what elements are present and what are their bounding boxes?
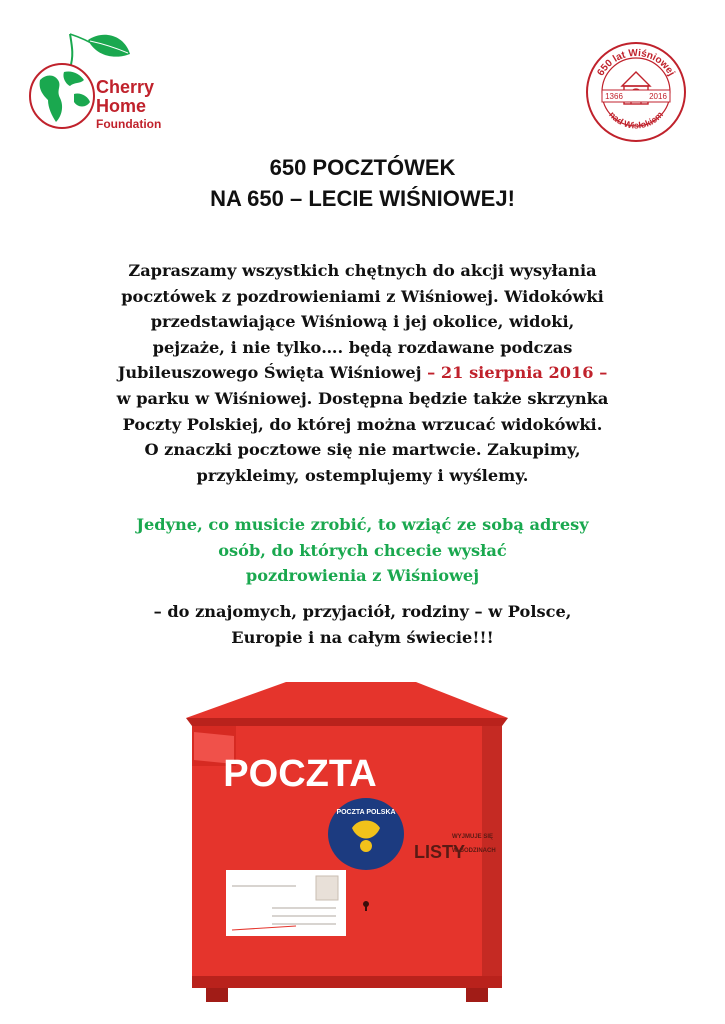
green-line-2: osób, do których chcecie wysłać [218,540,507,560]
body-line-1: Zapraszamy wszystkich chętnych do akcji wysyłania [128,261,597,280]
page-title [0,152,725,214]
green-line-1: Jedyne, co musicie zrobić, to wziąć ze sobą adresy [136,515,589,534]
mailbox-icon [176,676,516,1006]
closing-line-2: Europie i na całym świecie!!! [231,627,494,647]
body-line-5-start: Jubileuszowego Święta Wiśniowej [117,363,428,383]
mailbox-label: POCZTA [223,753,377,795]
closing-line-1: – do znajomych, przyjaciół, rodziny – w Polsce, [153,602,572,621]
body-line-4: pejzaże, i nie tylko…. będą rozdawane podczas [152,337,573,357]
seal-bottom-text: nad Wisłokiem [607,109,665,131]
seal-top-text: 650 lat Wiśniowej [595,47,677,78]
seal-year-left: 1366 [605,92,623,101]
svg-text:nad Wisłokiem [607,109,665,130]
logo-name-line1: Cherry [96,77,155,97]
body-line-8: O znaczki pocztowe się nie martwcie. Zakupimy, [144,440,581,460]
mailbox-illustration [176,676,516,1006]
cherry-home-logo [18,28,168,138]
green-line-3: pozdrowienia z Wiśniowej [245,566,480,586]
anniversary-seal [584,40,688,144]
side-text-1: WYJMUJE SIĘ [452,834,494,840]
body-line-5 [60,360,665,386]
emblem-text: POCZTA POLSKA [336,809,396,816]
body-paragraph [60,258,665,488]
logo-name-line2: Home [96,95,147,116]
body-line-9: przykleimy, ostemplujemy i wyślemy. [196,465,529,485]
logo-name-line3: Foundation [96,116,162,131]
title-line-1: 650 POCZTÓWEK [269,155,456,180]
body-line-2: pocztówek z pozdrowieniami z Wiśniowej. Widokówki [121,286,604,306]
event-date: – 21 sierpnia 2016 – [427,363,608,383]
body-line-3: przedstawiające Wiśniową i jej okolice, widoki, [150,312,575,332]
green-paragraph [60,512,665,589]
seal-icon [584,40,688,144]
title-line-2: NA 650 – LECIE WIŚNIOWEJ! [210,186,515,211]
side-text-2: W GODZINACH [452,848,496,854]
closing-paragraph [60,599,665,650]
seal-year-right: 2016 [649,92,667,101]
side-label: LISTY [414,842,466,862]
body-line-6: w parku w Wiśniowej. Dostępna będzie także skrzynka [116,388,609,408]
body-line-7: Poczty Polskiej, do której można wrzucać widokówki. [122,414,603,434]
